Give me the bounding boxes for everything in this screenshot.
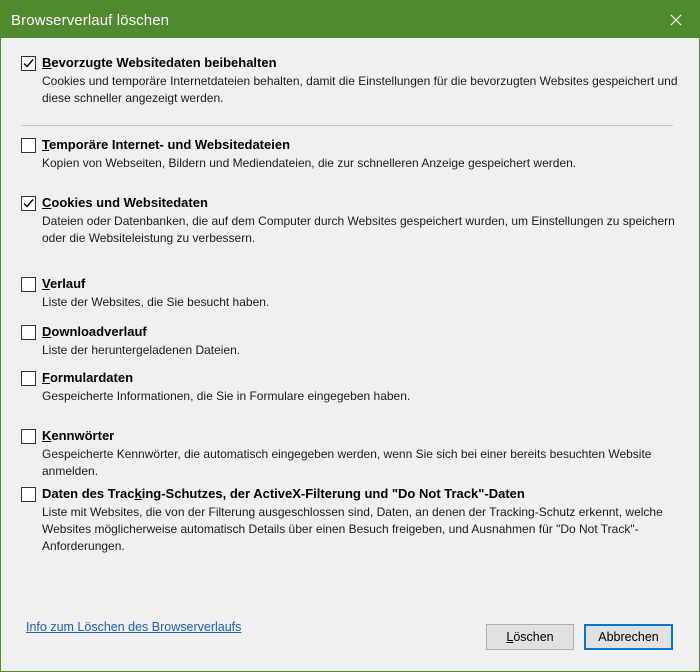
separator bbox=[21, 125, 673, 126]
option-label[interactable]: Temporäre Internet- und Websitedateien bbox=[42, 137, 291, 152]
option-label[interactable]: Cookies und Websitedaten bbox=[42, 195, 208, 210]
option-description: Cookies und temporäre Internetdateien behalten, damit die Einstellungen für die bevorzugten Websites gespeichert und diese schneller angezeigt werden. bbox=[42, 74, 678, 105]
info-link[interactable]: Info zum Löschen des Browserverlaufs bbox=[26, 620, 242, 634]
cancel-button[interactable]: Abbrechen bbox=[584, 624, 673, 650]
option-description: Kopien von Webseiten, Bildern und Mediendateien, die zur schnelleren Anzeige gespeichert werden. bbox=[42, 156, 577, 170]
checkbox-tracking-protection[interactable] bbox=[21, 487, 36, 502]
checkbox-passwords[interactable] bbox=[21, 429, 36, 444]
option-label[interactable]: Verlauf bbox=[42, 276, 86, 291]
option-description: Liste der heruntergeladenen Dateien. bbox=[42, 343, 241, 357]
option-label[interactable]: Daten des Tracking-Schutzes, der ActiveX-Filterung und "Do Not Track"-Daten bbox=[42, 486, 525, 501]
option-description: Gespeicherte Informationen, die Sie in Formulare eingegeben haben. bbox=[42, 389, 411, 403]
option-description: Liste mit Websites, die von der Filterung ausgeschlossen sind, Daten, an denen der Tracking-Schutz erkennt, welche Websites möglicherweise automatisch Details über einen Besuch freigeben, und Ausnahmen für "Do Not Track"-Anforderungen. bbox=[42, 505, 663, 553]
checkbox-temporary-files[interactable] bbox=[21, 138, 36, 153]
close-icon bbox=[670, 14, 682, 26]
checkbox-form-data[interactable] bbox=[21, 371, 36, 386]
checkbox-cookies[interactable] bbox=[21, 196, 36, 211]
option-description: Liste der Websites, die Sie besucht haben. bbox=[42, 295, 270, 309]
option-label[interactable]: Bevorzugte Websitedaten beibehalten bbox=[42, 55, 277, 70]
option-label[interactable]: Formulardaten bbox=[42, 370, 134, 385]
checkbox-history[interactable] bbox=[21, 277, 36, 292]
dialog-content bbox=[1, 39, 699, 671]
option-description: Dateien oder Datenbanken, die auf dem Computer durch Websites gespeichert wurden, um Einstellungen zu speichern oder die Websiteleistung zu verbessern. bbox=[42, 214, 675, 245]
option-label[interactable]: Kennwörter bbox=[42, 428, 115, 443]
checkbox-preserve-favorites[interactable] bbox=[21, 56, 36, 71]
checkmark-icon bbox=[22, 57, 35, 70]
option-description: Gespeicherte Kennwörter, die automatisch eingegeben werden, wenn Sie sich bei einer bereits besuchten Website anmelden. bbox=[42, 447, 652, 478]
close-button[interactable] bbox=[653, 1, 699, 38]
delete-button[interactable]: L öschen bbox=[486, 624, 574, 650]
option-label[interactable]: Downloadverlauf bbox=[42, 324, 147, 339]
title-bar bbox=[1, 1, 699, 38]
checkmark-icon bbox=[22, 197, 35, 210]
checkbox-download-history[interactable] bbox=[21, 325, 36, 340]
window-title: Browserverlauf löschen bbox=[11, 12, 170, 29]
